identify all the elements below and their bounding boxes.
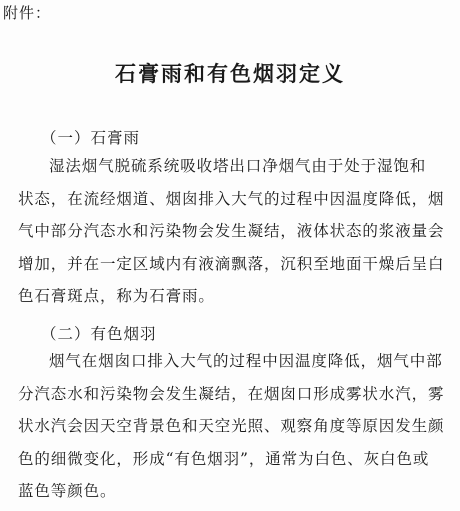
section-heading-gypsum-rain: （一）石膏雨: [41, 129, 141, 147]
paragraph-line: 气中部分汽态水和污染物会发生凝结，液体状态的浆液量会: [18, 222, 445, 240]
paragraph-line: 烟气在烟囱口排入大气的过程中因温度降低，烟气中部: [49, 352, 443, 370]
paragraph-line: 分汽态水和污染物会发生凝结，在烟囱口形成雾状水汽，雾: [18, 384, 445, 403]
section-heading-colored-plume: （二）有色烟羽: [41, 325, 157, 343]
paragraph-line: 状态，在流经烟道、烟囱排入大气的过程中因温度降低，烟: [18, 189, 445, 208]
paragraph-line: 状水汽会因天空背景色和天空光照、观察角度等原因发生颜: [18, 417, 445, 435]
paragraph-line: 湿法烟气脱硫系统吸收塔出口净烟气由于处于湿饱和: [49, 157, 427, 175]
paragraph-line: 色石膏斑点，称为石膏雨。: [18, 287, 215, 305]
attachment-label: 附件：: [3, 4, 52, 22]
page-title: 石膏雨和有色烟羽定义: [115, 62, 345, 86]
paragraph-line: 蓝色等颜色。: [18, 482, 117, 500]
paragraph-line: 增加，并在一定区域内有液滴飘落，沉积至地面干燥后呈白: [18, 254, 445, 273]
section-body-gypsum-rain: [18, 150, 444, 313]
section-body-colored-plume: [18, 345, 444, 508]
paragraph-line: 色的细微变化，形成“有色烟羽”，通常为白色、灰白色或: [18, 449, 430, 468]
